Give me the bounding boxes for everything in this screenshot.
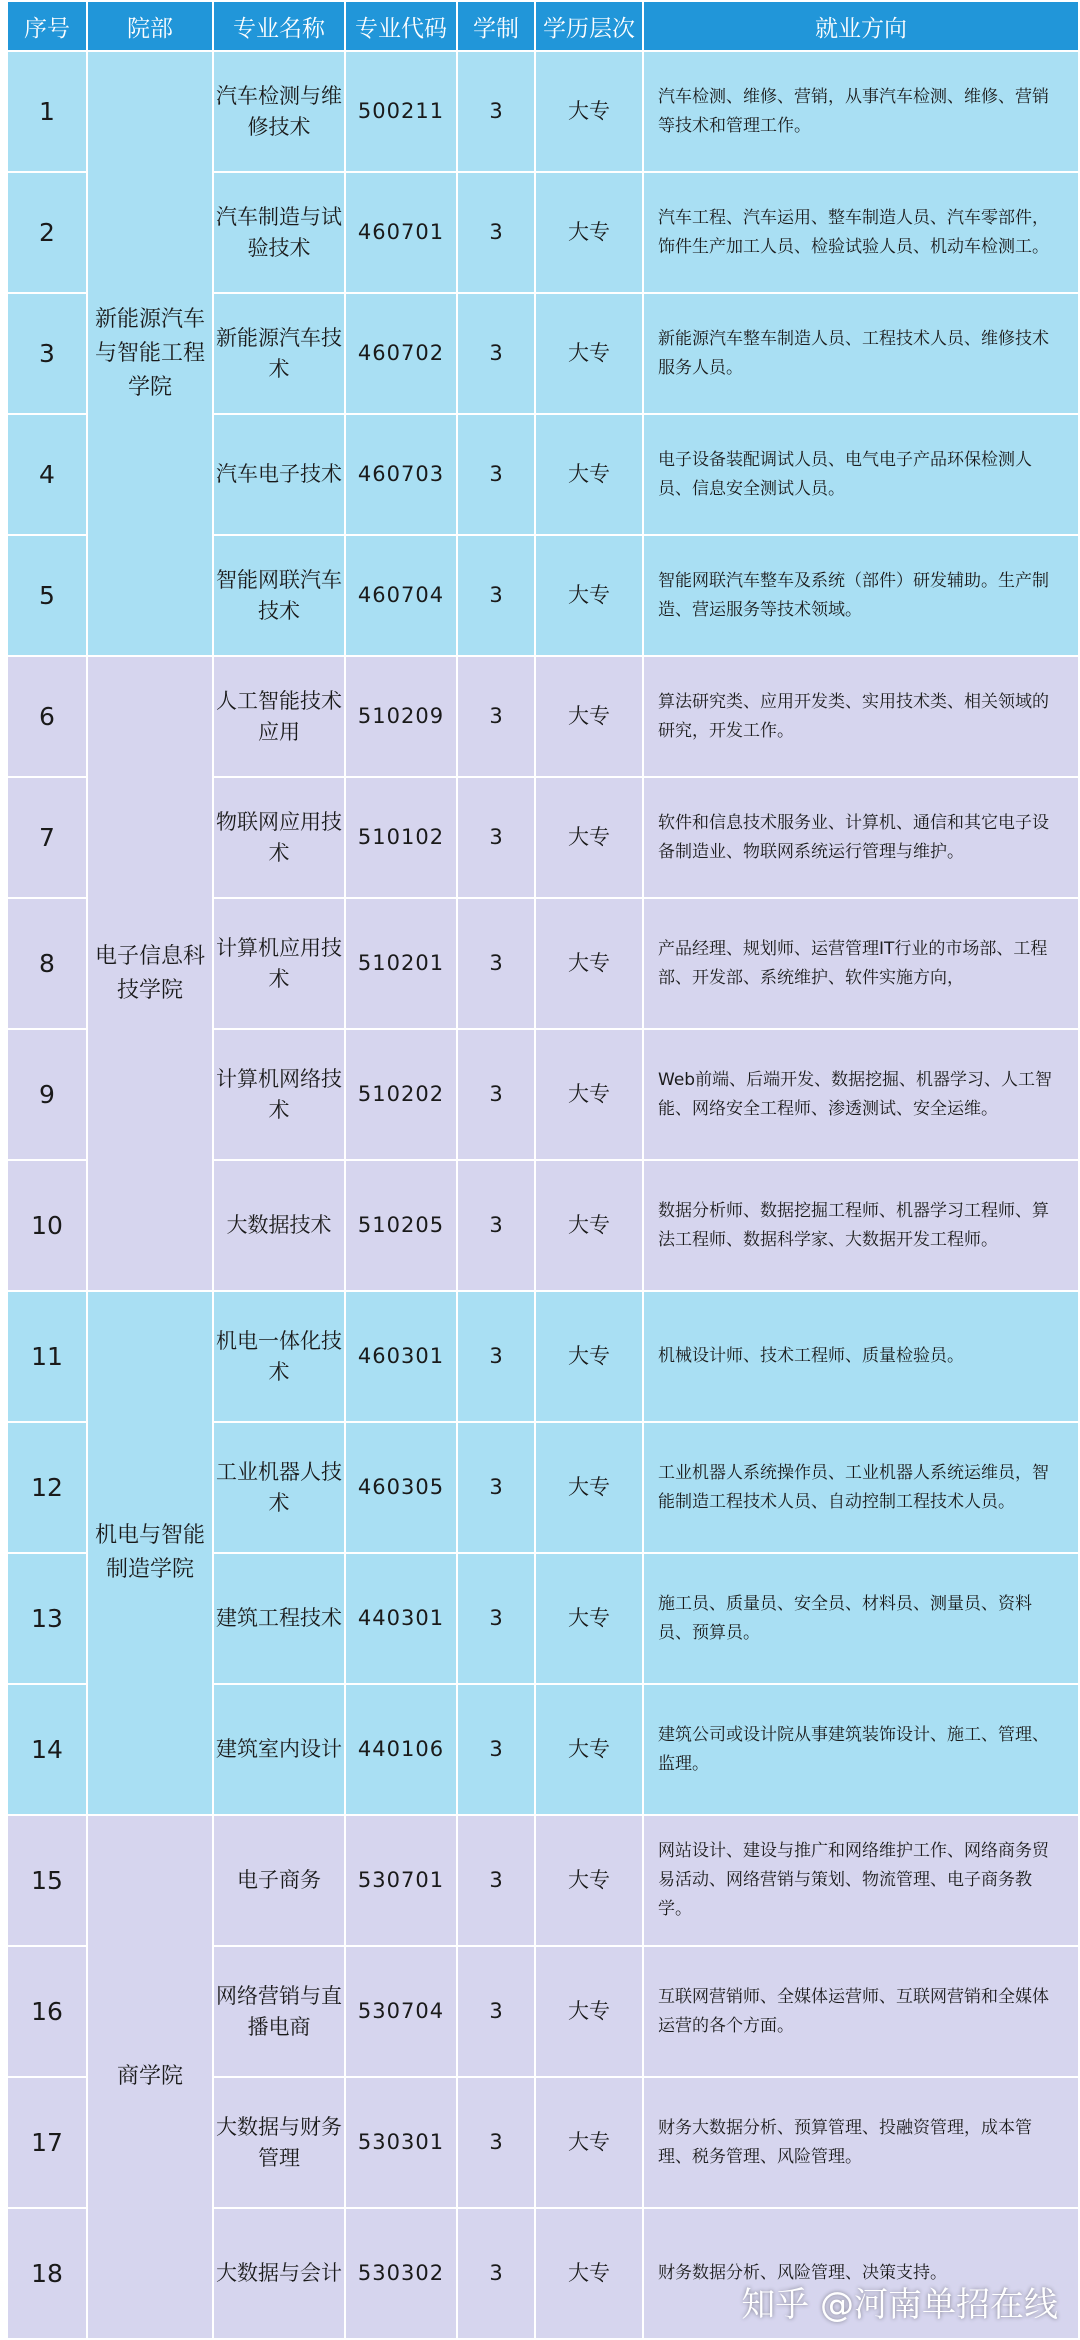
major-name: 汽车检测与维修技术 [213,51,345,172]
row-number: 3 [7,293,87,414]
study-years: 3 [457,2077,535,2208]
career-direction: 施工员、质量员、安全员、材料员、测量员、资料员、预算员。 [643,1553,1079,1684]
career-direction: 互联网营销师、全媒体运营师、互联网营销和全媒体运营的各个方面。 [643,1946,1079,2077]
study-years: 3 [457,2208,535,2339]
major-name: 汽车电子技术 [213,414,345,535]
education-level: 大专 [535,1029,643,1160]
career-direction: 财务大数据分析、预算管理、投融资管理，成本管理、税务管理、风险管理。 [643,2077,1079,2208]
major-code: 530704 [345,1946,457,2077]
career-direction: 机械设计师、技术工程师、质量检验员。 [643,1291,1079,1422]
department-cell: 商学院 [87,1815,213,2339]
career-direction: 新能源汽车整车制造人员、工程技术人员、维修技术服务人员。 [643,293,1079,414]
header-code: 专业代码 [345,1,457,51]
education-level: 大专 [535,1946,643,2077]
row-number: 2 [7,172,87,293]
education-level: 大专 [535,1160,643,1291]
row-number: 9 [7,1029,87,1160]
study-years: 3 [457,1422,535,1553]
major-code: 460703 [345,414,457,535]
study-years: 3 [457,51,535,172]
header-no: 序号 [7,1,87,51]
major-code: 510205 [345,1160,457,1291]
major-code: 500211 [345,51,457,172]
major-name: 汽车制造与试验技术 [213,172,345,293]
career-direction: 网站设计、建设与推广和网络维护工作、网络商务贸易活动、网络营销与策划、物流管理、电子商务教学。 [643,1815,1079,1946]
education-level: 大专 [535,898,643,1029]
row-number: 16 [7,1946,87,2077]
career-direction: 财务数据分析、风险管理、决策支持。 [643,2208,1079,2339]
career-direction: 算法研究类、应用开发类、实用技术类、相关领域的研究，开发工作。 [643,656,1079,777]
row-number: 11 [7,1291,87,1422]
education-level: 大专 [535,51,643,172]
education-level: 大专 [535,1422,643,1553]
career-direction: 智能网联汽车整车及系统（部件）研发辅助。生产制造、营运服务等技术领域。 [643,535,1079,656]
study-years: 3 [457,656,535,777]
row-number: 1 [7,51,87,172]
major-code: 530302 [345,2208,457,2339]
career-direction: 电子设备装配调试人员、电气电子产品环保检测人员、信息安全测试人员。 [643,414,1079,535]
career-direction: 产品经理、规划师、运营管理IT行业的市场部、工程部、开发部、系统维护、软件实施方向， [643,898,1079,1029]
major-code: 460701 [345,172,457,293]
education-level: 大专 [535,777,643,898]
education-level: 大专 [535,1553,643,1684]
education-level: 大专 [535,535,643,656]
major-name: 电子商务 [213,1815,345,1946]
major-name: 建筑室内设计 [213,1684,345,1815]
major-name: 智能网联汽车技术 [213,535,345,656]
study-years: 3 [457,1684,535,1815]
study-years: 3 [457,1946,535,2077]
major-name: 人工智能技术应用 [213,656,345,777]
header-dept: 院部 [87,1,213,51]
major-code: 440301 [345,1553,457,1684]
major-name: 计算机应用技术 [213,898,345,1029]
row-number: 10 [7,1160,87,1291]
major-name: 计算机网络技术 [213,1029,345,1160]
major-name: 工业机器人技术 [213,1422,345,1553]
career-direction: 工业机器人系统操作员、工业机器人系统运维员，智能制造工程技术人员、自动控制工程技术人员。 [643,1422,1079,1553]
major-code: 460702 [345,293,457,414]
table-row [7,1291,1079,1422]
education-level: 大专 [535,1815,643,1946]
study-years: 3 [457,414,535,535]
study-years: 3 [457,293,535,414]
major-name: 大数据与会计 [213,2208,345,2339]
table-row [7,51,1079,172]
study-years: 3 [457,777,535,898]
watermark: 知乎 @河南单招在线 [741,2285,1058,2325]
row-number: 5 [7,535,87,656]
department-cell: 新能源汽车与智能工程学院 [87,51,213,656]
major-code: 460301 [345,1291,457,1422]
education-level: 大专 [535,1291,643,1422]
study-years: 3 [457,898,535,1029]
major-name: 建筑工程技术 [213,1553,345,1684]
row-number: 7 [7,777,87,898]
major-name: 机电一体化技术 [213,1291,345,1422]
major-code: 510209 [345,656,457,777]
career-direction: 建筑公司或设计院从事建筑装饰设计、施工、管理、监理。 [643,1684,1079,1815]
career-direction: 汽车工程、汽车运用、整车制造人员、汽车零部件，饰件生产加工人员、检验试验人员、机动车检测工。 [643,172,1079,293]
major-code: 440106 [345,1684,457,1815]
study-years: 3 [457,1291,535,1422]
row-number: 13 [7,1553,87,1684]
row-number: 8 [7,898,87,1029]
study-years: 3 [457,1029,535,1160]
study-years: 3 [457,1160,535,1291]
major-name: 新能源汽车技术 [213,293,345,414]
row-number: 6 [7,656,87,777]
header-major: 专业名称 [213,1,345,51]
majors-table [6,0,1080,2340]
major-code: 460704 [345,535,457,656]
major-code: 510102 [345,777,457,898]
row-number: 15 [7,1815,87,1946]
major-name: 物联网应用技术 [213,777,345,898]
row-number: 18 [7,2208,87,2339]
career-direction: 软件和信息技术服务业、计算机、通信和其它电子设备制造业、物联网系统运行管理与维护。 [643,777,1079,898]
education-level: 大专 [535,2208,643,2339]
department-cell: 电子信息科技学院 [87,656,213,1291]
education-level: 大专 [535,2077,643,2208]
table-row [7,656,1079,777]
major-name: 网络营销与直播电商 [213,1946,345,2077]
table-row [7,1815,1079,1946]
education-level: 大专 [535,1684,643,1815]
major-code: 510201 [345,898,457,1029]
study-years: 3 [457,1815,535,1946]
education-level: 大专 [535,656,643,777]
major-code: 460305 [345,1422,457,1553]
study-years: 3 [457,1553,535,1684]
major-code: 530301 [345,2077,457,2208]
major-code: 530701 [345,1815,457,1946]
row-number: 14 [7,1684,87,1815]
header-job: 就业方向 [643,1,1079,51]
career-direction: 数据分析师、数据挖掘工程师、机器学习工程师、算法工程师、数据科学家、大数据开发工程师。 [643,1160,1079,1291]
career-direction: Web前端、后端开发、数据挖掘、机器学习、人工智能、网络安全工程师、渗透测试、安全运维。 [643,1029,1079,1160]
major-code: 510202 [345,1029,457,1160]
major-name: 大数据技术 [213,1160,345,1291]
study-years: 3 [457,172,535,293]
row-number: 4 [7,414,87,535]
major-name: 大数据与财务管理 [213,2077,345,2208]
row-number: 17 [7,2077,87,2208]
education-level: 大专 [535,293,643,414]
education-level: 大专 [535,414,643,535]
table-body [7,51,1079,2339]
table-header-row [7,1,1079,51]
header-level: 学历层次 [535,1,643,51]
header-years: 学制 [457,1,535,51]
department-cell: 机电与智能制造学院 [87,1291,213,1815]
career-direction: 汽车检测、维修、营销，从事汽车检测、维修、营销等技术和管理工作。 [643,51,1079,172]
education-level: 大专 [535,172,643,293]
study-years: 3 [457,535,535,656]
row-number: 12 [7,1422,87,1553]
